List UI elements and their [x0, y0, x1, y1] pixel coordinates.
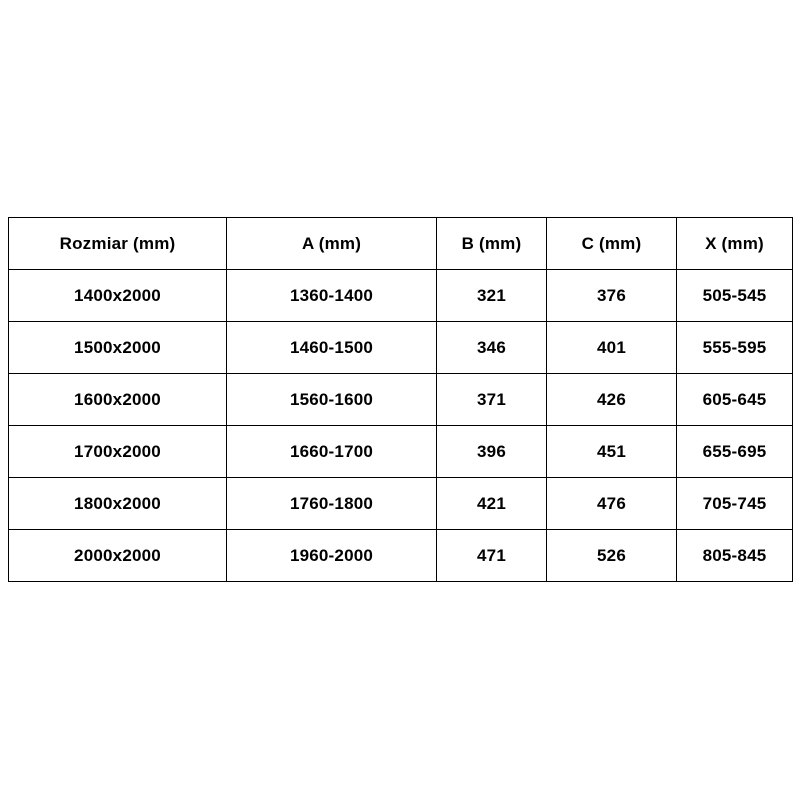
cell-b: 421 — [437, 478, 547, 530]
cell-b: 321 — [437, 270, 547, 322]
cell-b: 471 — [437, 530, 547, 582]
table-row — [9, 426, 793, 478]
cell-c: 476 — [547, 478, 677, 530]
cell-rozmiar: 1600x2000 — [9, 374, 227, 426]
table-row — [9, 322, 793, 374]
cell-c: 401 — [547, 322, 677, 374]
size-table-container — [8, 217, 792, 582]
cell-c: 376 — [547, 270, 677, 322]
cell-rozmiar: 1400x2000 — [9, 270, 227, 322]
cell-a: 1760-1800 — [227, 478, 437, 530]
cell-b: 371 — [437, 374, 547, 426]
column-header-x: X (mm) — [677, 218, 793, 270]
column-header-c: C (mm) — [547, 218, 677, 270]
cell-a: 1460-1500 — [227, 322, 437, 374]
cell-c: 526 — [547, 530, 677, 582]
cell-rozmiar: 2000x2000 — [9, 530, 227, 582]
table-row — [9, 270, 793, 322]
table-row — [9, 478, 793, 530]
cell-b: 396 — [437, 426, 547, 478]
cell-x: 555-595 — [677, 322, 793, 374]
column-header-a: A (mm) — [227, 218, 437, 270]
cell-x: 655-695 — [677, 426, 793, 478]
cell-a: 1360-1400 — [227, 270, 437, 322]
cell-x: 605-645 — [677, 374, 793, 426]
table-header-row — [9, 218, 793, 270]
cell-a: 1960-2000 — [227, 530, 437, 582]
column-header-b: B (mm) — [437, 218, 547, 270]
column-header-rozmiar: Rozmiar (mm) — [9, 218, 227, 270]
cell-c: 451 — [547, 426, 677, 478]
cell-rozmiar: 1800x2000 — [9, 478, 227, 530]
cell-a: 1660-1700 — [227, 426, 437, 478]
table-row — [9, 530, 793, 582]
cell-a: 1560-1600 — [227, 374, 437, 426]
cell-b: 346 — [437, 322, 547, 374]
cell-c: 426 — [547, 374, 677, 426]
cell-rozmiar: 1700x2000 — [9, 426, 227, 478]
dimensions-table — [8, 217, 793, 582]
cell-x: 805-845 — [677, 530, 793, 582]
cell-x: 705-745 — [677, 478, 793, 530]
cell-rozmiar: 1500x2000 — [9, 322, 227, 374]
cell-x: 505-545 — [677, 270, 793, 322]
table-row — [9, 374, 793, 426]
